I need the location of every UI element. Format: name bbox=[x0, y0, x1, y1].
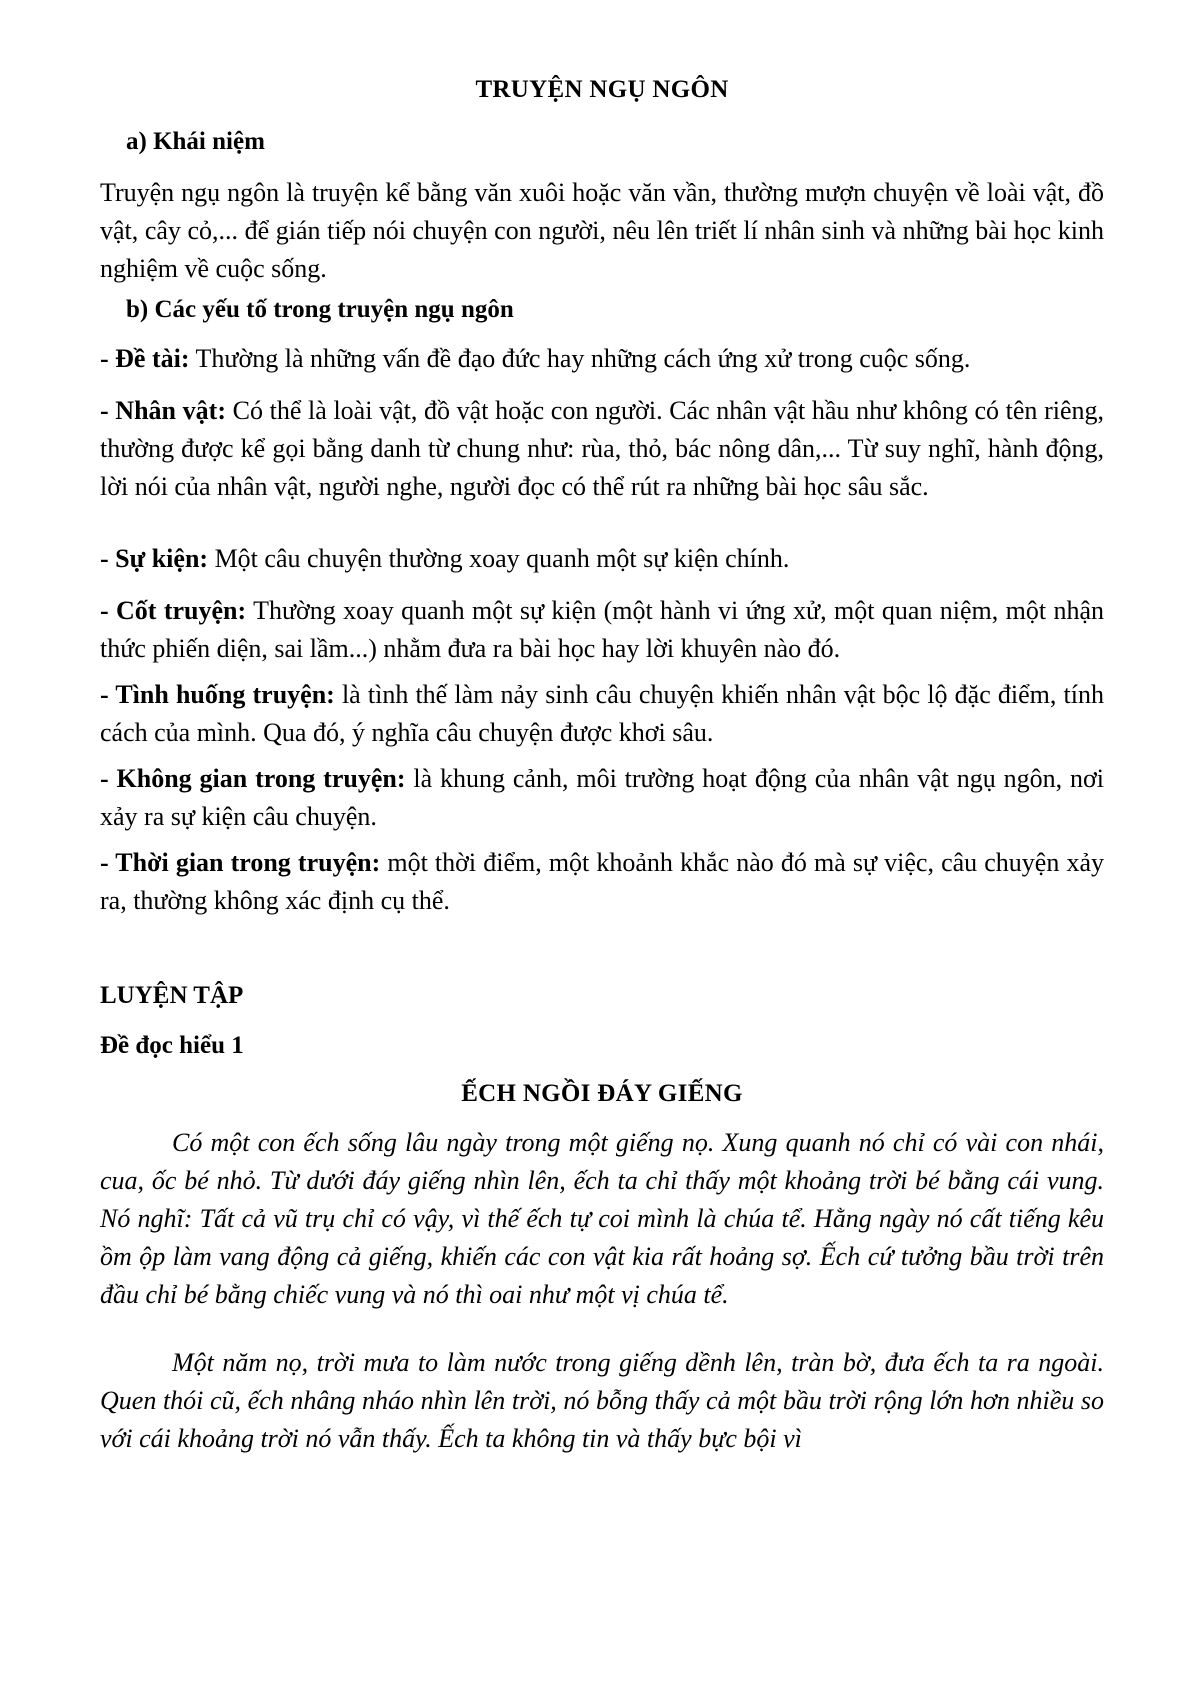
element-topic bbox=[100, 340, 1104, 378]
element-character bbox=[100, 392, 1104, 506]
story-paragraph-2: Một năm nọ, trời mưa to làm nước trong giếng dềnh lên, tràn bờ, đưa ếch ta ra ngoài. Quen thói cũ, ếch nhâng nháo nhìn lên trời, nó bỗng thấy cả một bầu trời rộng lớn hơn nhiều so với cái khoảng trời nó vẫn thấy. Ếch ta không tin và thấy bực bội vì bbox=[100, 1348, 1104, 1453]
element-text: Một câu chuyện thường xoay quanh một sự kiện chính. bbox=[208, 544, 790, 573]
section-b-heading: b) Các yếu tố trong truyện ngụ ngôn bbox=[126, 296, 514, 323]
element-plot bbox=[100, 592, 1104, 668]
element-text: là khung cảnh, môi trường hoạt động của nhân vật ngụ ngôn, nơi xảy ra sự kiện câu chuyện. bbox=[100, 764, 1104, 831]
element-situation bbox=[100, 676, 1104, 752]
element-term: - Nhân vật: bbox=[100, 396, 226, 425]
element-text: một thời điểm, một khoảnh khắc nào đó mà sự việc, câu chuyện xảy ra, thường không xác định cụ thể. bbox=[100, 848, 1104, 915]
document-title: TRUYỆN NGỤ NGÔN bbox=[475, 76, 729, 103]
exercise-heading: Đề đọc hiểu 1 bbox=[100, 1032, 244, 1059]
element-time bbox=[100, 844, 1104, 920]
element-term: - Thời gian trong truyện: bbox=[100, 848, 381, 877]
element-term: - Cốt truyện: bbox=[100, 596, 247, 625]
story-paragraph-1: Có một con ếch sống lâu ngày trong một giếng nọ. Xung quanh nó chỉ có vài con nhái, cua, ốc bé nhỏ. Từ dưới đáy giếng nhìn lên, ếch ta chỉ thấy một khoảng trời bé bằng cái vung. Nó nghĩ: Tất cả vũ trụ chỉ có vậy, vì thế ếch tự coi mình là chúa tể. Hằng ngày nó cất tiếng kêu ồm ộp làm vang động cả giếng, khiến các con vật kia rất hoảng sợ. Ếch cứ tưởng bầu trời trên đầu chỉ bé bằng chiếc vung và nó thì oai như một vị chúa tể. bbox=[100, 1128, 1104, 1309]
story-title: ẾCH NGỒI ĐÁY GIẾNG bbox=[461, 1080, 743, 1107]
element-text: là tình thế làm nảy sinh câu chuyện khiến nhân vật bộc lộ đặc điểm, tính cách của mình. Qua đó, ý nghĩa câu chuyện được khơi sâu. bbox=[100, 680, 1104, 747]
element-term: - Đề tài: bbox=[100, 344, 190, 373]
section-a-heading: a) Khái niệm bbox=[126, 128, 265, 155]
element-space bbox=[100, 760, 1104, 836]
element-text: Thường là những vấn đề đạo đức hay những cách ứng xử trong cuộc sống. bbox=[189, 344, 971, 373]
element-text: Thường xoay quanh một sự kiện (một hành vi ứng xử, một quan niệm, một nhận thức phiến diện, sai lầm...) nhằm đưa ra bài học hay lời khuyên nào đó. bbox=[100, 596, 1104, 663]
element-term: - Không gian trong truyện: bbox=[100, 764, 406, 793]
definition-paragraph: Truyện ngụ ngôn là truyện kể bằng văn xuôi hoặc văn vần, thường mượn chuyện về loài vật, đồ vật, cây cỏ,... để gián tiếp nói chuyện con người, nêu lên triết lí nhân sinh và những bài học kinh nghiệm về cuộc sống. bbox=[100, 178, 1104, 283]
element-text: Có thể là loài vật, đồ vật hoặc con người. Các nhân vật hầu như không có tên riêng, thường được kể gọi bằng danh từ chung như: rùa, thỏ, bác nông dân,... Từ suy nghĩ, hành động, lời nói của nhân vật, người nghe, người đọc có thể rút ra những bài học sâu sắc. bbox=[100, 396, 1105, 501]
practice-heading: LUYỆN TẬP bbox=[100, 982, 244, 1009]
element-event bbox=[100, 540, 1104, 578]
element-term: - Tình huống truyện: bbox=[100, 680, 335, 709]
element-term: - Sự kiện: bbox=[100, 544, 209, 573]
